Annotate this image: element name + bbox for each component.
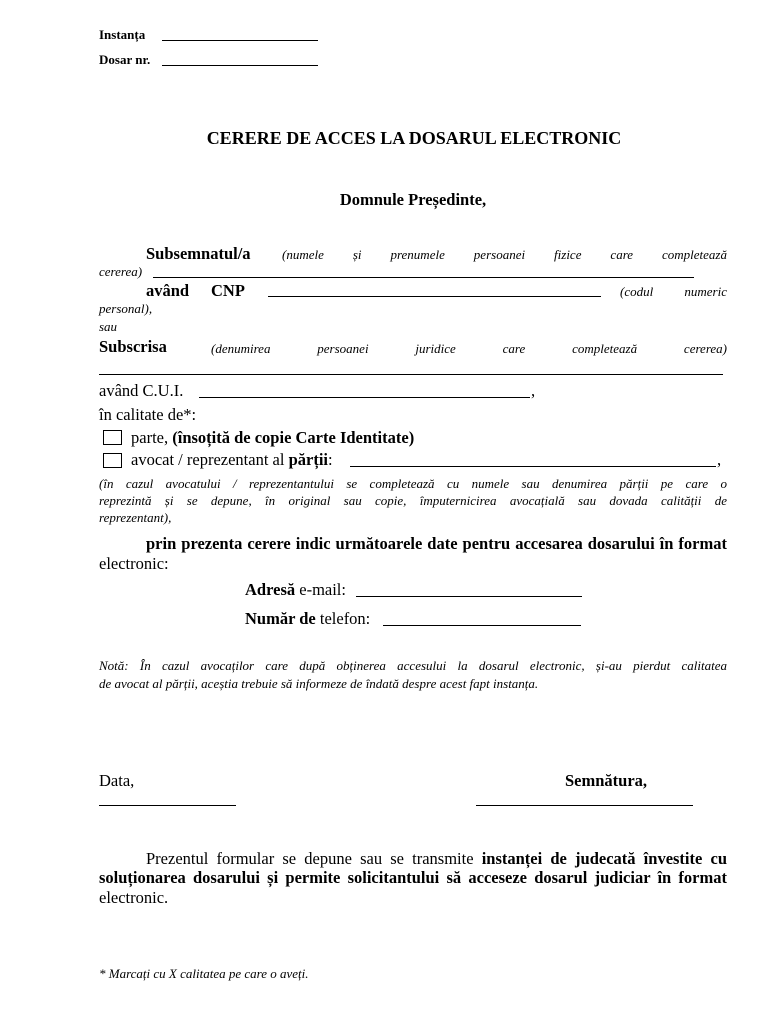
- footer-line-1-bold: instanței de judecată învestite cu: [481, 849, 727, 868]
- phone-field[interactable]: [383, 625, 581, 626]
- nota-line-1: Notă: În cazul avocaților care după obținerea accesului la dosarul electronic, și-au pierdut calitatea: [99, 658, 727, 673]
- option-avocat-text: avocat / reprezentant al: [131, 450, 289, 469]
- phone-label-bold: Număr de: [245, 609, 320, 628]
- footer-line-1-text: Prezentul formular se depune sau se transmite: [146, 849, 482, 868]
- cui-field[interactable]: [199, 397, 530, 398]
- email-field[interactable]: [356, 596, 582, 597]
- cnp-hint-cont: personal),: [99, 301, 153, 316]
- instanta-label: Instanța: [99, 27, 146, 42]
- dosar-number-field[interactable]: [162, 65, 318, 66]
- email-label-bold: Adresă: [245, 580, 300, 599]
- cnp-field[interactable]: [268, 296, 601, 297]
- option-parte-text: parte,: [131, 428, 173, 447]
- option-avocat-colon: :: [328, 450, 333, 469]
- option-avocat-label: [131, 450, 333, 470]
- avand-label: având: [146, 281, 190, 300]
- footer-line-1: [146, 849, 727, 869]
- cui-comma: ,: [531, 381, 536, 400]
- avocat-note-line-3: reprezentant),: [99, 510, 172, 525]
- subsemnatul-label: Subsemnatul/a: [146, 244, 251, 263]
- cnp-label: CNP: [211, 281, 245, 300]
- email-label: [245, 580, 346, 600]
- option-avocat-partii: părții: [288, 450, 328, 469]
- signature-field[interactable]: [476, 805, 693, 806]
- semnatura-label: Semnătura,: [565, 771, 648, 790]
- footer-line-2: soluționarea dosarului și permite solicitantului să acceseze dosarul judiciar în format: [99, 868, 727, 887]
- salutation: Domnule Președinte,: [339, 190, 487, 209]
- footer-line-3: electronic.: [99, 888, 169, 907]
- option-parte-label: [131, 428, 414, 448]
- page-title: CERERE DE ACCES LA DOSARUL ELECTRONIC: [206, 128, 622, 148]
- avocat-comma: ,: [717, 450, 722, 469]
- cnp-hint: (codul numeric: [620, 284, 727, 299]
- request-line-1: prin prezenta cerere indic următoarele date pentru accesarea dosarului în format: [146, 534, 727, 553]
- cui-label: având C.U.I.: [99, 381, 184, 400]
- avocat-checkbox[interactable]: [103, 453, 122, 468]
- avocat-note-line-1: (în cazul avocatului / reprezentantului se completează cu numele sau denumirea părții pe care o: [99, 476, 727, 491]
- avocat-party-field[interactable]: [350, 466, 716, 467]
- subsemnatul-hint: (numele și prenumele persoanei fizice care completează: [282, 247, 727, 262]
- subscrisa-name-field[interactable]: [99, 374, 723, 375]
- instanta-field[interactable]: [162, 40, 318, 41]
- subsemnatul-name-field[interactable]: [153, 277, 694, 278]
- sau-label: sau: [99, 319, 118, 334]
- nota-line-2: de avocat al părții, aceștia trebuie să informeze de îndată despre acest fapt instanța.: [99, 676, 539, 691]
- subscrisa-hint: (denumirea persoanei juridice care completează cererea): [211, 341, 727, 356]
- footnote: * Marcați cu X calitatea pe care o aveți.: [99, 966, 309, 981]
- date-field[interactable]: [99, 805, 236, 806]
- phone-label-text: telefon:: [319, 609, 371, 628]
- calitate-label: în calitate de*:: [99, 405, 197, 424]
- option-parte-note: (însoțită de copie Carte Identitate): [172, 428, 415, 447]
- dosar-label: Dosar nr.: [99, 52, 151, 67]
- subsemnatul-hint-cont: cererea): [99, 264, 143, 279]
- phone-label: [245, 609, 370, 629]
- subscrisa-label: Subscrisa: [99, 337, 167, 356]
- request-line-2: electronic:: [99, 554, 169, 573]
- avocat-note-line-2: reprezintă și se depune, în original sau copie, împuternicirea avocațială sau dovada calității de: [99, 493, 727, 508]
- parte-checkbox[interactable]: [103, 430, 122, 445]
- data-label: Data,: [99, 771, 135, 790]
- email-label-text: e-mail:: [299, 580, 346, 599]
